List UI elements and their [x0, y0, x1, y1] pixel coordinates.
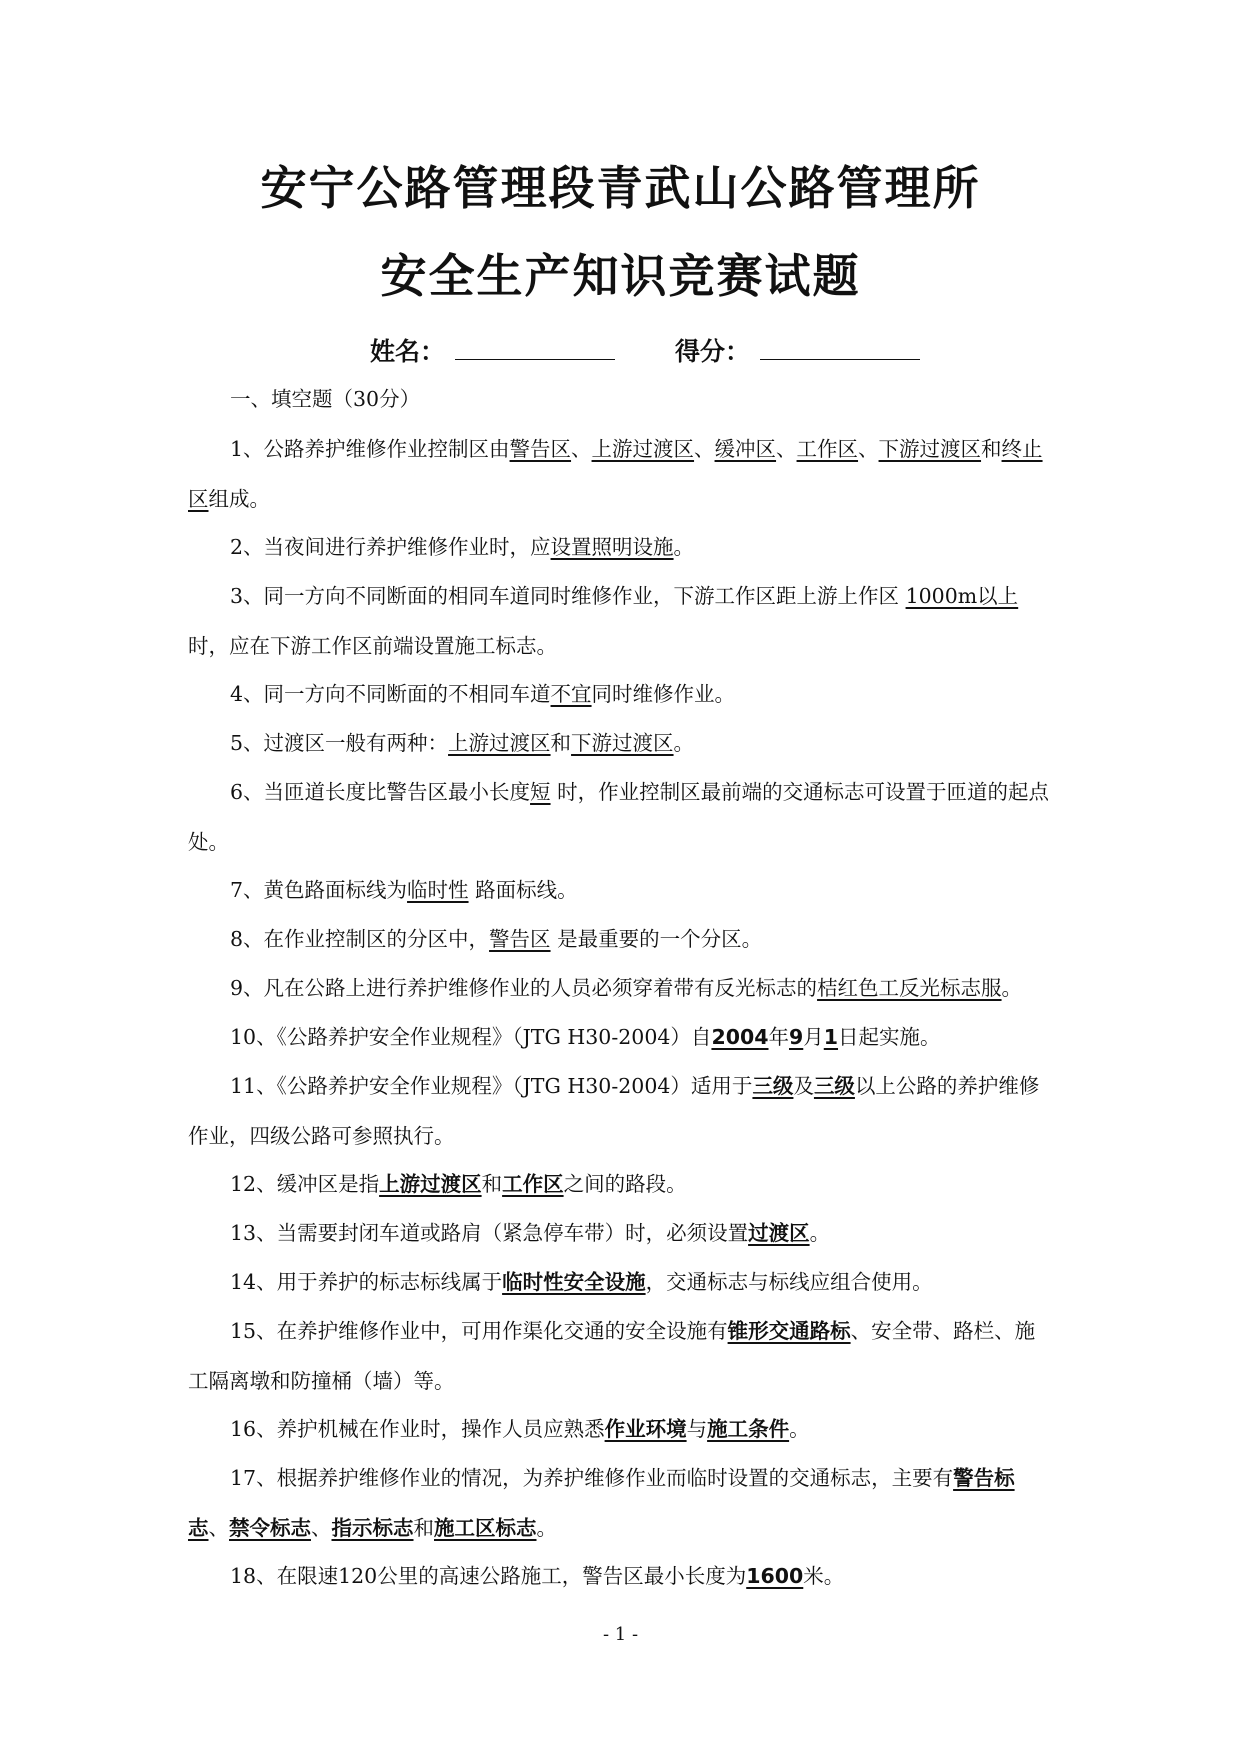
answer-text: 警告区 — [509, 437, 572, 461]
answer-text: 下游过渡区 — [878, 437, 982, 461]
answer-text: 三级 — [752, 1074, 794, 1098]
question-15 — [188, 1306, 1054, 1406]
document-title-line-1: 安宁公路管理段青武山公路管理所 — [260, 161, 981, 215]
question-text: 、 — [571, 437, 592, 461]
question-text: 路面标线。 — [468, 878, 578, 902]
question-8 — [188, 914, 1054, 964]
question-text: 之间的路段。 — [563, 1172, 687, 1196]
answer-text: 终止区 — [188, 437, 1043, 511]
answer-text: 工作区 — [502, 1172, 564, 1196]
question-text: 是最重要的一个分区。 — [550, 927, 763, 951]
section-heading: 一、填空题（30分） — [230, 387, 421, 411]
answer-text: 警告区 — [489, 927, 551, 951]
question-text: 2、当夜间进行养护维修作业时，应 — [230, 535, 551, 559]
question-text: 和 — [981, 437, 1002, 461]
question-5 — [188, 718, 1054, 768]
question-4 — [188, 669, 1054, 719]
question-text: 1、公路养护维修作业控制区由 — [230, 437, 510, 461]
answer-text: 过渡区 — [748, 1221, 810, 1245]
question-text: 5、过渡区一般有两种： — [230, 731, 449, 755]
answer-text: 桔红色工反光标志服 — [817, 976, 1002, 1000]
document-title-line-2: 安全生产知识竞赛试题 — [380, 249, 861, 303]
answer-text: 1600 — [746, 1564, 804, 1588]
answer-text: 作业环境 — [604, 1417, 687, 1441]
question-text: 4、同一方向不同断面的不相同车道 — [230, 682, 551, 706]
question-18 — [188, 1551, 1054, 1601]
question-text: 月 — [803, 1025, 824, 1049]
question-text: 及 — [793, 1074, 814, 1098]
question-text: 8、在作业控制区的分区中， — [230, 927, 490, 951]
question-11 — [188, 1061, 1054, 1161]
answer-text: 1000m以上 — [905, 584, 1019, 608]
answer-text: 上游过渡区 — [448, 731, 551, 755]
question-text: 。 — [536, 1516, 557, 1540]
question-text: 3、同一方向不同断面的相同车道同时维修作业，下游工作区距上游上作区 — [230, 584, 906, 608]
answer-text: 施工条件 — [707, 1417, 790, 1441]
candidate-info-row — [370, 332, 920, 368]
question-1 — [188, 424, 1054, 524]
answer-text: 上游过渡区 — [379, 1172, 482, 1196]
question-text: ，交通标志与标线应组合使用。 — [645, 1270, 933, 1294]
question-text: 。 — [809, 1221, 831, 1245]
question-12 — [188, 1159, 1054, 1209]
question-text: 、 — [694, 437, 715, 461]
question-text: 12、缓冲区是指 — [230, 1172, 380, 1196]
question-text: 14、用于养护的标志标线属于 — [230, 1270, 503, 1294]
question-text: 组成。 — [208, 487, 270, 511]
question-10 — [188, 1012, 1054, 1062]
answer-text: 上游过渡区 — [591, 437, 695, 461]
question-6 — [188, 767, 1054, 867]
question-text: 15、在养护维修作业中，可用作渠化交通的安全设施有 — [230, 1319, 728, 1343]
question-text: 和 — [481, 1172, 503, 1196]
answer-text: 1 — [823, 1025, 839, 1049]
question-7 — [188, 865, 1054, 915]
question-text: 、安全带、路栏、施工隔离墩和防撞桶（墙）等。 — [188, 1319, 1036, 1393]
question-text: 、 — [311, 1516, 332, 1540]
answer-text: 短 — [530, 780, 551, 804]
question-text: 、 — [208, 1516, 229, 1540]
question-14 — [188, 1257, 1054, 1307]
answer-text: 施工区标志 — [434, 1516, 537, 1540]
answer-text: 设置照明设施 — [550, 535, 674, 559]
page-number: - 1 - — [602, 1624, 639, 1645]
question-text: 和 — [550, 731, 572, 755]
question-text: 年 — [768, 1025, 789, 1049]
question-2 — [188, 522, 1054, 572]
answer-text: 三级 — [813, 1074, 855, 1098]
question-text: 13、当需要封闭车道或路肩（紧急停车带）时，必须设置 — [230, 1221, 749, 1245]
answer-text: 下游过渡区 — [571, 731, 674, 755]
question-9 — [188, 963, 1054, 1013]
question-13 — [188, 1208, 1054, 1258]
question-text: 。 — [1001, 976, 1023, 1000]
answer-text: 临时性 — [407, 878, 469, 902]
question-text: 11、《公路养护安全作业规程》（JTG H30-2004）适用于 — [230, 1074, 753, 1098]
question-text: 。 — [673, 535, 695, 559]
question-text: 时，作业控制区最前端的交通标志可设置于匝道的起点处。 — [188, 780, 1050, 854]
question-text: 17、根据养护维修作业的情况，为养护维修作业而临时设置的交通标志，主要有 — [230, 1466, 954, 1490]
question-3 — [188, 571, 1054, 671]
answer-text: 禁令标志 — [229, 1516, 311, 1540]
question-text: 。 — [673, 731, 695, 755]
question-text: 、 — [776, 437, 797, 461]
question-text: 时，应在下游工作区前端设置施工标志。 — [188, 634, 557, 658]
question-17 — [188, 1453, 1054, 1553]
question-text: 同时维修作业。 — [591, 682, 736, 706]
name-label: 姓名： — [370, 337, 446, 366]
score-blank-line — [760, 337, 920, 360]
question-text: 7、黄色路面标线为 — [230, 878, 408, 902]
answer-text: 警告标志 — [188, 1466, 1015, 1540]
question-text: 以上公路的养护维修作业，四级公路可参照执行。 — [188, 1074, 1040, 1148]
answer-text: 缓冲区 — [714, 437, 777, 461]
answer-text: 锥形交通路标 — [727, 1319, 851, 1343]
question-text: 6、当匝道长度比警告区最小长度 — [230, 780, 531, 804]
answer-text: 9 — [789, 1025, 804, 1049]
answer-text: 2004 — [711, 1025, 769, 1049]
question-text: 16、养护机械在作业时，操作人员应熟悉 — [230, 1417, 605, 1441]
question-16 — [188, 1404, 1054, 1454]
question-text: 日起实施。 — [838, 1025, 941, 1049]
score-label: 得分： — [675, 337, 751, 366]
question-text: 10、《公路养护安全作业规程》（JTG H30-2004）自 — [230, 1025, 712, 1049]
question-text: 、 — [858, 437, 879, 461]
question-text: 与 — [686, 1417, 708, 1441]
answer-text: 工作区 — [796, 437, 859, 461]
name-blank-line — [455, 337, 615, 360]
answer-text: 指示标志 — [331, 1516, 414, 1540]
answer-text: 不宜 — [550, 682, 592, 706]
question-text: 米。 — [803, 1564, 845, 1588]
answer-text: 临时性安全设施 — [502, 1270, 646, 1294]
question-text: 。 — [789, 1417, 810, 1441]
question-text: 和 — [413, 1516, 434, 1540]
question-text: 9、凡在公路上进行养护维修作业的人员必须穿着带有反光标志的 — [230, 976, 818, 1000]
question-text: 18、在限速120公里的高速公路施工，警告区最小长度为 — [230, 1564, 747, 1588]
